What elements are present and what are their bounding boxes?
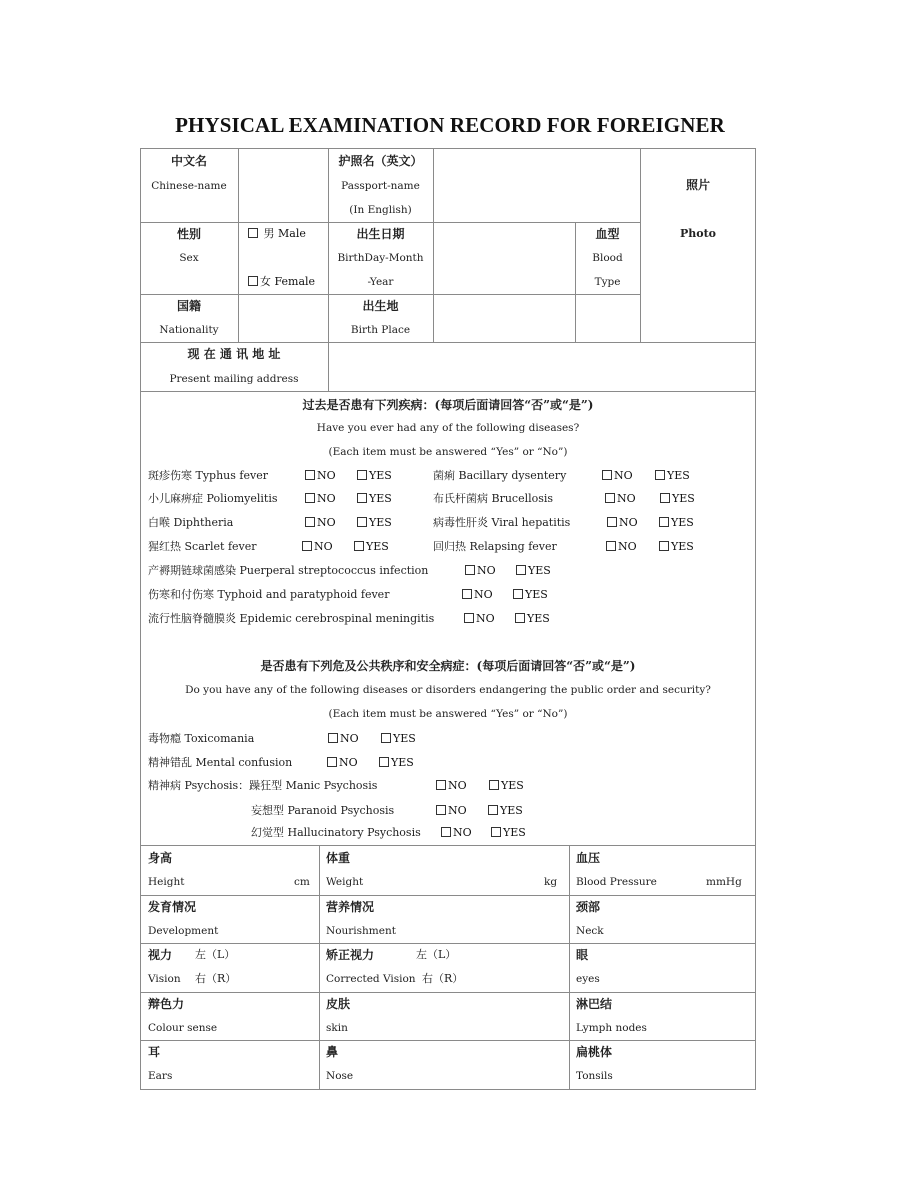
corrected-vision-label-en: Corrected Vision	[326, 973, 416, 985]
address-label-en: Present mailing address	[169, 373, 299, 385]
sex-male-label: 男 Male	[263, 227, 306, 240]
public-order-note: (Each item must be answered “Yes” or “No”)	[328, 708, 568, 720]
birth-place-label-zh: 出生地	[362, 299, 399, 313]
grid-line	[140, 294, 640, 295]
sex-male-option[interactable]	[248, 227, 306, 241]
exam-form	[140, 148, 756, 1090]
corrected-vision-left-label: 左（L）	[416, 948, 457, 961]
answer-no-label: NO	[619, 516, 638, 529]
answer-yes-label: YES	[527, 612, 550, 625]
disease-item: 产褥期链球菌感染 Puerperal streptococcus infection	[148, 564, 429, 577]
checkbox-icon[interactable]	[462, 589, 472, 599]
grid-line	[140, 222, 640, 223]
answer-yes[interactable]	[515, 612, 550, 626]
public-order-heading-en: Do you have any of the following diseases or disorders endangering the public order and security?	[185, 684, 711, 696]
checkbox-icon[interactable]	[436, 780, 446, 790]
answer-yes[interactable]	[381, 732, 416, 746]
answer-yes[interactable]	[660, 492, 695, 506]
eyes-label-en: eyes	[576, 973, 600, 985]
border-top	[140, 148, 756, 149]
blood-type-label-en2: Type	[594, 276, 621, 288]
sex-female-label: 女 Female	[260, 275, 316, 288]
checkbox-icon[interactable]	[660, 493, 670, 503]
blood-pressure-unit: mmHg	[706, 876, 742, 888]
answer-yes-label: YES	[369, 516, 392, 529]
checkbox-icon[interactable]	[491, 827, 501, 837]
development-label-en: Development	[148, 925, 219, 937]
answer-yes-label: YES	[525, 588, 548, 601]
height-label-zh: 身高	[148, 851, 173, 865]
checkbox-icon[interactable]	[655, 470, 665, 480]
grid-line	[238, 148, 239, 342]
disease-item: 病毒性肝炎 Viral hepatitis	[433, 516, 571, 529]
page-title: PHYSICAL EXAMINATION RECORD FOR FOREIGNER	[175, 113, 725, 137]
disease-item: 斑疹伤寒 Typhus fever	[148, 469, 268, 482]
blood-pressure-label-en: Blood Pressure	[576, 876, 657, 888]
answer-yes[interactable]	[357, 492, 392, 506]
checkbox-icon[interactable]	[602, 470, 612, 480]
answer-no-label: NO	[448, 779, 467, 792]
diseases-heading-zh: 过去是否患有下列疾病：(每项后面请回答“否”或“是”)	[302, 398, 594, 412]
passport-name-label-en2: (In English)	[349, 204, 412, 216]
answer-yes-label: YES	[501, 779, 524, 792]
checkbox-icon[interactable]	[302, 541, 312, 551]
disease-item: 回归热 Relapsing fever	[433, 540, 557, 553]
height-unit: cm	[294, 876, 310, 888]
checkbox-icon[interactable]	[328, 733, 338, 743]
nose-label-en: Nose	[326, 1070, 354, 1082]
skin-label-en: skin	[326, 1022, 348, 1034]
nationality-label-zh: 国籍	[176, 299, 201, 313]
grid-line	[140, 845, 756, 846]
grid-line	[140, 943, 756, 944]
checkbox-icon[interactable]	[357, 493, 367, 503]
colour-sense-label-en: Colour sense	[148, 1022, 218, 1034]
answer-yes[interactable]	[659, 516, 694, 530]
nationality-label-en: Nationality	[159, 324, 219, 336]
checkbox-icon[interactable]	[305, 493, 315, 503]
skin-label-zh: 皮肤	[326, 997, 351, 1011]
nose-label-zh: 鼻	[326, 1045, 339, 1059]
answer-no[interactable]	[605, 492, 636, 506]
answer-no-label: NO	[617, 492, 636, 505]
border-right	[755, 148, 756, 1090]
grid-line	[140, 1040, 756, 1041]
checkbox-icon[interactable]	[513, 589, 523, 599]
answer-no[interactable]	[302, 540, 333, 554]
passport-name-label-en: Passport-name	[341, 180, 420, 192]
condition-item: 妄想型 Paranoid Psychosis	[251, 804, 395, 817]
ears-label-en: Ears	[148, 1070, 173, 1082]
answer-no[interactable]	[606, 540, 637, 554]
blood-type-label-en: Blood	[592, 252, 623, 264]
neck-label-zh: 颈部	[576, 900, 601, 914]
blood-pressure-label-zh: 血压	[576, 851, 601, 865]
nourishment-label-en: Nourishment	[326, 925, 396, 937]
lymph-label-en: Lymph nodes	[576, 1022, 647, 1034]
answer-no[interactable]	[441, 826, 472, 840]
border-bottom	[140, 1089, 756, 1090]
answer-yes-label: YES	[667, 469, 690, 482]
nourishment-label-zh: 营养情况	[326, 900, 375, 914]
checkbox-icon[interactable]	[436, 805, 446, 815]
answer-yes-label: YES	[528, 564, 551, 577]
answer-yes-label: YES	[500, 804, 523, 817]
answer-yes[interactable]	[513, 588, 548, 602]
grid-line	[140, 992, 756, 993]
grid-line	[433, 148, 434, 342]
checkbox-icon[interactable]	[248, 276, 258, 286]
grid-line	[140, 391, 756, 392]
answer-no-label: NO	[476, 612, 495, 625]
checkbox-icon[interactable]	[327, 757, 337, 767]
answer-no-label: NO	[317, 516, 336, 529]
checkbox-icon[interactable]	[465, 565, 475, 575]
answer-no[interactable]	[464, 612, 495, 626]
answer-no-label: NO	[314, 540, 333, 553]
answer-yes-label: YES	[391, 756, 414, 769]
disease-item: 流行性脑脊髓膜炎 Epidemic cerebrospinal meningitis	[148, 612, 435, 625]
ears-label-zh: 耳	[148, 1045, 161, 1059]
answer-yes-label: YES	[503, 826, 526, 839]
development-label-zh: 发育情况	[148, 900, 197, 914]
checkbox-icon[interactable]	[659, 517, 669, 527]
grid-line	[569, 845, 570, 1090]
weight-label-en: Weight	[326, 876, 364, 888]
condition-item: 精神病 Psychosis：躁狂型 Manic Psychosis	[148, 779, 378, 792]
photo-label-zh: 照片	[685, 178, 710, 192]
checkbox-icon[interactable]	[305, 470, 315, 480]
checkbox-icon[interactable]	[516, 565, 526, 575]
vision-label-en: Vision	[148, 973, 181, 985]
answer-no[interactable]	[436, 779, 467, 793]
answer-no[interactable]	[607, 516, 638, 530]
checkbox-icon[interactable]	[515, 613, 525, 623]
answer-no[interactable]	[462, 588, 493, 602]
checkbox-icon[interactable]	[605, 493, 615, 503]
answer-yes-label: YES	[369, 469, 392, 482]
diseases-note: (Each item must be answered “Yes” or “No”)	[328, 446, 568, 458]
checkbox-icon[interactable]	[441, 827, 451, 837]
weight-label-zh: 体重	[326, 851, 351, 865]
checkbox-icon[interactable]	[381, 733, 391, 743]
answer-no[interactable]	[328, 732, 359, 746]
sex-female-option[interactable]	[248, 275, 315, 289]
answer-yes[interactable]	[357, 516, 392, 530]
condition-item: 幻觉型 Hallucinatory Psychosis	[251, 826, 421, 839]
checkbox-icon[interactable]	[379, 757, 389, 767]
chinese-name-label-en: Chinese-name	[151, 180, 227, 192]
answer-no[interactable]	[305, 469, 336, 483]
answer-yes-label: YES	[366, 540, 389, 553]
answer-yes[interactable]	[659, 540, 694, 554]
checkbox-icon[interactable]	[659, 541, 669, 551]
answer-yes[interactable]	[488, 804, 523, 818]
answer-yes[interactable]	[655, 469, 690, 483]
lymph-label-zh: 淋巴结	[576, 997, 613, 1011]
corrected-vision-label-zh: 矫正视力	[326, 948, 375, 962]
answer-no[interactable]	[602, 469, 633, 483]
condition-item: 毒物瘾 Toxicomania	[148, 732, 255, 745]
vision-right-label: 右（R）	[195, 972, 237, 985]
diseases-heading-en: Have you ever had any of the following diseases?	[316, 422, 580, 434]
checkbox-icon[interactable]	[305, 517, 315, 527]
colour-sense-label-zh: 辩色力	[148, 997, 185, 1011]
answer-yes[interactable]	[489, 779, 524, 793]
answer-no[interactable]	[327, 756, 358, 770]
sex-label-en: Sex	[179, 252, 199, 264]
sex-label-zh: 性别	[176, 227, 201, 241]
passport-name-label-zh: 护照名（英文）	[338, 154, 423, 168]
checkbox-icon[interactable]	[357, 470, 367, 480]
answer-yes-label: YES	[672, 492, 695, 505]
answer-no-label: NO	[474, 588, 493, 601]
photo-label-en: Photo	[679, 227, 717, 240]
address-label-zh: 现 在 通 讯 地 址	[187, 347, 281, 361]
answer-yes[interactable]	[379, 756, 414, 770]
grid-line	[319, 845, 320, 1090]
answer-yes[interactable]	[516, 564, 551, 578]
birthday-label-en: BirthDay-Month	[337, 252, 424, 264]
grid-line	[140, 342, 756, 343]
disease-item: 伤寒和付伤寒 Typhoid and paratyphoid fever	[148, 588, 390, 601]
checkbox-icon[interactable]	[489, 780, 499, 790]
answer-no-label: NO	[317, 469, 336, 482]
answer-yes-label: YES	[671, 516, 694, 529]
vision-left-label: 左（L）	[195, 948, 236, 961]
checkbox-icon[interactable]	[488, 805, 498, 815]
vision-label-zh: 视力	[148, 948, 173, 962]
checkbox-icon[interactable]	[248, 228, 258, 238]
corrected-vision-right-label: 右（R）	[422, 972, 464, 985]
border-left	[140, 148, 141, 1090]
answer-no[interactable]	[305, 516, 336, 530]
checkbox-icon[interactable]	[357, 517, 367, 527]
eyes-label-zh: 眼	[576, 948, 589, 962]
tonsils-label-zh: 扁桃体	[576, 1045, 613, 1059]
disease-item: 菌痢 Bacillary dysentery	[433, 469, 567, 482]
answer-no-label: NO	[339, 756, 358, 769]
condition-item: 精神错乱 Mental confusion	[148, 756, 293, 769]
answer-no-label: NO	[614, 469, 633, 482]
disease-item: 猩红热 Scarlet fever	[148, 540, 257, 553]
height-label-en: Height	[148, 876, 185, 888]
checkbox-icon[interactable]	[464, 613, 474, 623]
answer-yes-label: YES	[369, 492, 392, 505]
neck-label-en: Neck	[576, 925, 604, 937]
disease-item: 布氏杆菌病 Brucellosis	[433, 492, 554, 505]
weight-unit: kg	[544, 876, 558, 888]
blood-type-label-zh: 血型	[595, 227, 620, 241]
checkbox-icon[interactable]	[606, 541, 616, 551]
answer-no-label: NO	[340, 732, 359, 745]
grid-line	[140, 895, 756, 896]
checkbox-icon[interactable]	[354, 541, 364, 551]
birthday-label-en2: -Year	[367, 276, 394, 288]
answer-no[interactable]	[465, 564, 496, 578]
answer-no-label: NO	[448, 804, 467, 817]
answer-yes-label: YES	[671, 540, 694, 553]
answer-no-label: NO	[618, 540, 637, 553]
disease-item: 白喉 Diphtheria	[148, 516, 234, 529]
answer-yes[interactable]	[491, 826, 526, 840]
birthday-label-zh: 出生日期	[356, 227, 405, 241]
answer-yes-label: YES	[393, 732, 416, 745]
answer-no-label: NO	[453, 826, 472, 839]
answer-yes[interactable]	[357, 469, 392, 483]
checkbox-icon[interactable]	[607, 517, 617, 527]
tonsils-label-en: Tonsils	[576, 1070, 613, 1082]
answer-no-label: NO	[477, 564, 496, 577]
answer-no[interactable]	[305, 492, 336, 506]
public-order-heading-zh: 是否患有下列危及公共秩序和安全病症：(每项后面请回答“否”或“是”)	[260, 659, 636, 673]
answer-no[interactable]	[436, 804, 467, 818]
answer-yes[interactable]	[354, 540, 389, 554]
answer-no-label: NO	[317, 492, 336, 505]
disease-item: 小儿麻痹症 Poliomyelitis	[148, 492, 278, 505]
chinese-name-label-zh: 中文名	[170, 154, 207, 168]
birth-place-label-en: Birth Place	[350, 324, 411, 336]
